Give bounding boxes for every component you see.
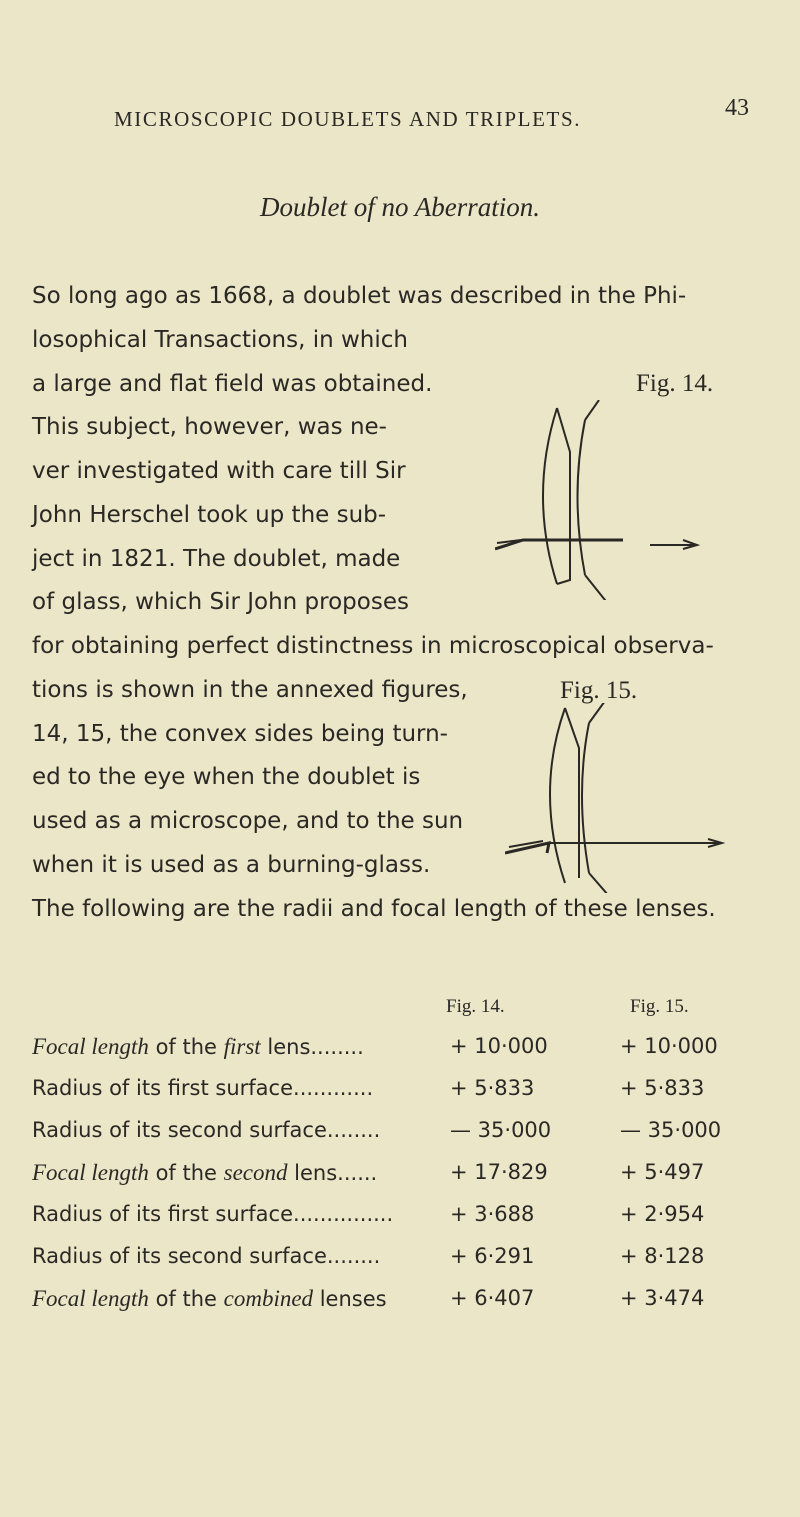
row-label: Radius of its first surface............ — [32, 1076, 374, 1100]
fig15-value: + 2·954 — [620, 1202, 705, 1226]
fig14-label: Fig. 14. — [636, 370, 714, 397]
paragraph-line: when it is used as a burning-glass. — [32, 852, 431, 878]
paragraph-line: ver investigated with care till Sir — [32, 458, 406, 484]
paragraph-line: 14, 15, the convex sides being turn- — [32, 721, 448, 747]
paragraph-line: So long ago as 1668, a doublet was described in the Phi- — [32, 283, 687, 309]
fig14-lens-diagram — [495, 400, 725, 600]
table-row — [32, 1202, 772, 1238]
page-number: 43 — [725, 95, 749, 121]
fig14-value: + 10·000 — [450, 1034, 548, 1058]
paragraph-line: John Herschel took up the sub- — [32, 502, 387, 528]
row-label: Radius of its second surface........ — [32, 1118, 381, 1142]
table-col-header: Fig. 15. — [630, 996, 689, 1017]
paragraph-line: for obtaining perfect distinctness in microscopical observa- — [32, 633, 714, 659]
table-row — [32, 1034, 772, 1070]
row-label: Focal length of the combined lenses — [32, 1286, 387, 1311]
fig15-label: Fig. 15. — [560, 677, 638, 704]
table-col-header: Fig. 14. — [446, 996, 505, 1017]
row-label: Radius of its first surface............... — [32, 1202, 394, 1226]
paragraph-line: a large and flat field was obtained. — [32, 371, 433, 397]
fig14-value: + 17·829 — [450, 1160, 548, 1184]
table-row — [32, 1076, 772, 1112]
paragraph-line: The following are the radii and focal length of these lenses. — [32, 896, 716, 922]
table-row — [32, 1160, 772, 1196]
running-head: MICROSCOPIC DOUBLETS AND TRIPLETS. — [114, 107, 582, 131]
fig15-value: + 3·474 — [620, 1286, 705, 1310]
row-label: Focal length of the second lens...... — [32, 1160, 378, 1185]
fig14-value: + 5·833 — [450, 1076, 535, 1100]
fig14-value: + 6·407 — [450, 1286, 535, 1310]
paragraph-line: used as a microscope, and to the sun — [32, 808, 464, 834]
table-row — [32, 1286, 772, 1322]
paragraph-line: ed to the eye when the doublet is — [32, 764, 421, 790]
paragraph-line: This subject, however, was ne- — [32, 414, 387, 440]
paragraph-line: of glass, which Sir John proposes — [32, 589, 409, 615]
fig15-value: + 5·497 — [620, 1160, 705, 1184]
row-label: Focal length of the first lens........ — [32, 1034, 364, 1059]
fig15-value: — 35·000 — [620, 1118, 722, 1142]
fig14-value: + 6·291 — [450, 1244, 535, 1268]
table-row — [32, 1118, 772, 1154]
row-label: Radius of its second surface........ — [32, 1244, 381, 1268]
paragraph-line: losophical Transactions, in which — [32, 327, 408, 353]
section-title: Doublet of no Aberration. — [260, 192, 540, 222]
fig14-value: — 35·000 — [450, 1118, 552, 1142]
paragraph-line: tions is shown in the annexed figures, — [32, 677, 468, 703]
fig15-value: + 5·833 — [620, 1076, 705, 1100]
fig14-value: + 3·688 — [450, 1202, 535, 1226]
paragraph-line: ject in 1821. The doublet, made — [32, 546, 401, 572]
fig15-value: + 8·128 — [620, 1244, 705, 1268]
fig15-lens-diagram — [505, 703, 725, 893]
table-row — [32, 1244, 772, 1280]
fig15-value: + 10·000 — [620, 1034, 718, 1058]
